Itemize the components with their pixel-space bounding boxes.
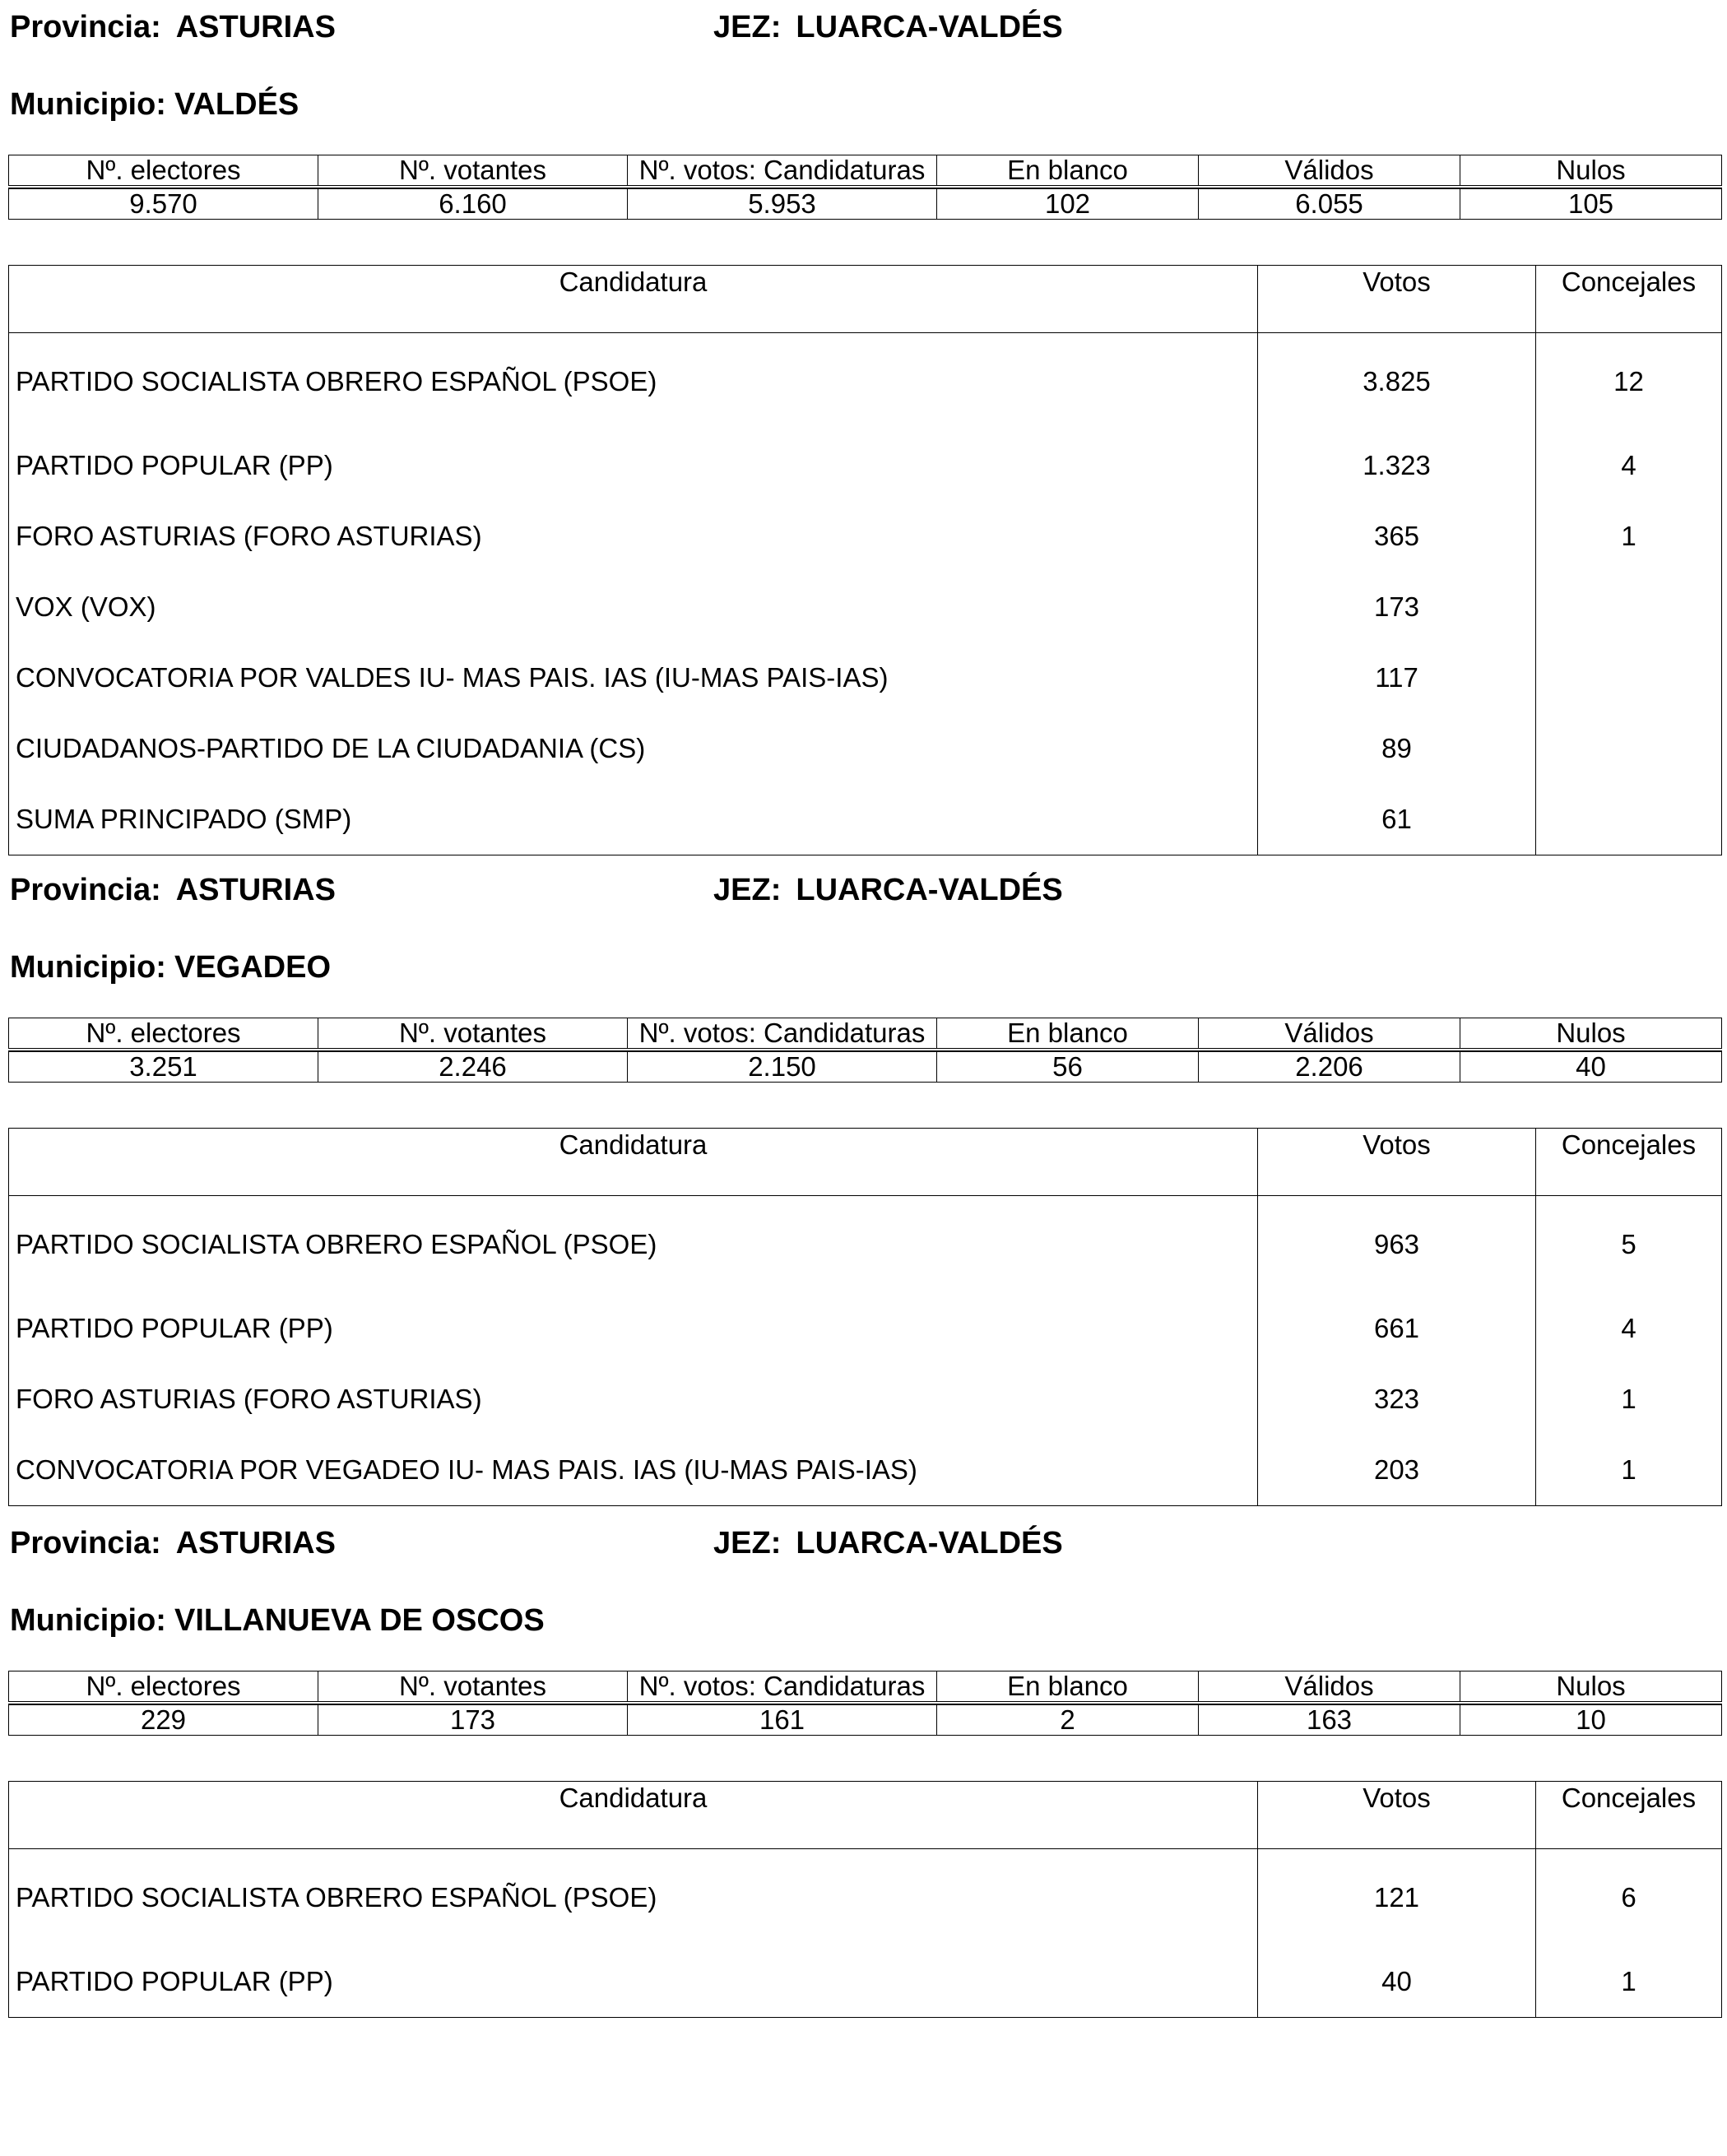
candidate-concejales: 1 (1536, 1364, 1722, 1435)
candidate-concejales: 4 (1536, 1293, 1722, 1364)
candidate-votos: 89 (1258, 713, 1536, 784)
summary-header: Nº. votos: Candidaturas (628, 1671, 937, 1702)
summary-header-row (9, 1671, 1722, 1702)
municipio-line (10, 84, 299, 125)
summary-header: Nº. votos: Candidaturas (628, 1018, 937, 1049)
summary-value: 40 (1460, 1051, 1722, 1083)
candidates-header-row (9, 266, 1722, 333)
concejales-header: Concejales (1536, 1129, 1722, 1196)
candidate-name: PARTIDO POPULAR (PP) (9, 430, 1258, 501)
jez-value: LUARCA-VALDÉS (796, 873, 1063, 907)
summary-value: 2.246 (318, 1051, 628, 1083)
candidate-votos: 963 (1258, 1196, 1536, 1294)
candidate-name: CONVOCATORIA POR VEGADEO IU- MAS PAIS. IAS (IU-MAS PAIS-IAS) (9, 1435, 1258, 1506)
candidatura-header: Candidatura (9, 1129, 1258, 1196)
candidate-row (9, 1435, 1722, 1506)
candidate-row (9, 1293, 1722, 1364)
jez-block (713, 7, 1063, 48)
summary-header: Nº. votantes (318, 155, 628, 186)
concejales-header: Concejales (1536, 266, 1722, 333)
jez-label: JEZ: (713, 10, 782, 44)
municipio-line (10, 1600, 545, 1641)
candidate-name: VOX (VOX) (9, 572, 1258, 642)
summary-value: 163 (1199, 1704, 1460, 1736)
candidate-name: PARTIDO SOCIALISTA OBRERO ESPAÑOL (PSOE) (9, 333, 1258, 431)
jez-block (713, 869, 1063, 911)
votos-header: Votos (1258, 1782, 1536, 1849)
candidate-concejales: 1 (1536, 1946, 1722, 2018)
candidate-concejales: 6 (1536, 1849, 1722, 1947)
summary-value: 9.570 (9, 188, 318, 220)
summary-value: 229 (9, 1704, 318, 1736)
candidate-concejales (1536, 572, 1722, 642)
provincia-label: Provincia: (10, 10, 161, 44)
candidate-concejales: 1 (1536, 1435, 1722, 1506)
jez-value: LUARCA-VALDÉS (796, 10, 1063, 44)
candidate-name: CIUDADANOS-PARTIDO DE LA CIUDADANIA (CS) (9, 713, 1258, 784)
candidates-table (8, 1781, 1722, 2018)
candidate-votos: 61 (1258, 784, 1536, 855)
candidate-votos: 3.825 (1258, 333, 1536, 431)
candidate-row (9, 430, 1722, 501)
jez-value: LUARCA-VALDÉS (796, 1526, 1063, 1560)
summary-table (8, 155, 1722, 220)
candidate-name: CONVOCATORIA POR VALDES IU- MAS PAIS. IAS (IU-MAS PAIS-IAS) (9, 642, 1258, 713)
candidate-name: PARTIDO SOCIALISTA OBRERO ESPAÑOL (PSOE) (9, 1196, 1258, 1294)
candidate-concejales: 1 (1536, 501, 1722, 572)
summary-value: 10 (1460, 1704, 1722, 1736)
summary-table (8, 1671, 1722, 1736)
municipio-line (10, 947, 331, 988)
jez-label: JEZ: (713, 873, 782, 907)
votos-header: Votos (1258, 266, 1536, 333)
municipio-label: Municipio: (10, 1603, 166, 1638)
summary-header: Válidos (1199, 1018, 1460, 1049)
summary-value: 56 (937, 1051, 1199, 1083)
summary-header-row (9, 1018, 1722, 1049)
votos-header: Votos (1258, 1129, 1536, 1196)
candidate-votos: 40 (1258, 1946, 1536, 2018)
provincia-line (10, 7, 1721, 48)
summary-value: 5.953 (628, 188, 937, 220)
candidates-header-row (9, 1129, 1722, 1196)
provincia-value: ASTURIAS (175, 10, 336, 44)
candidate-concejales (1536, 642, 1722, 713)
summary-header: Válidos (1199, 1671, 1460, 1702)
municipio-value: VILLANUEVA DE OSCOS (174, 1603, 545, 1638)
candidate-row (9, 713, 1722, 784)
summary-value: 2.206 (1199, 1051, 1460, 1083)
summary-value: 173 (318, 1704, 628, 1736)
candidate-name: PARTIDO POPULAR (PP) (9, 1293, 1258, 1364)
summary-value: 3.251 (9, 1051, 318, 1083)
candidate-row (9, 333, 1722, 431)
candidate-concejales (1536, 713, 1722, 784)
candidate-row (9, 1364, 1722, 1435)
candidates-table (8, 265, 1722, 855)
summary-value-row (9, 1051, 1722, 1083)
candidate-name: FORO ASTURIAS (FORO ASTURIAS) (9, 501, 1258, 572)
municipio-value: VEGADEO (174, 950, 332, 985)
summary-header: Nulos (1460, 1018, 1722, 1049)
summary-value: 105 (1460, 188, 1722, 220)
candidate-concejales (1536, 784, 1722, 855)
summary-header-row (9, 155, 1722, 186)
candidate-name: SUMA PRINCIPADO (SMP) (9, 784, 1258, 855)
summary-value-row (9, 188, 1722, 220)
provincia-line (10, 869, 1721, 911)
candidate-row (9, 1849, 1722, 1947)
candidatura-header: Candidatura (9, 266, 1258, 333)
candidate-votos: 323 (1258, 1364, 1536, 1435)
summary-header: En blanco (937, 155, 1199, 186)
summary-value: 2 (937, 1704, 1199, 1736)
provincia-label: Provincia: (10, 873, 161, 907)
candidate-votos: 121 (1258, 1849, 1536, 1947)
candidate-row (9, 572, 1722, 642)
summary-header: Nulos (1460, 1671, 1722, 1702)
candidate-row (9, 501, 1722, 572)
candidate-concejales: 4 (1536, 430, 1722, 501)
candidate-votos: 203 (1258, 1435, 1536, 1506)
candidate-row (9, 1946, 1722, 2018)
concejales-header: Concejales (1536, 1782, 1722, 1849)
provincia-value: ASTURIAS (175, 873, 336, 907)
summary-table (8, 1018, 1722, 1083)
candidate-votos: 117 (1258, 642, 1536, 713)
summary-value: 102 (937, 188, 1199, 220)
candidate-votos: 173 (1258, 572, 1536, 642)
summary-header: Nº. votantes (318, 1671, 628, 1702)
summary-value: 6.160 (318, 188, 628, 220)
municipio-label: Municipio: (10, 950, 166, 985)
jez-block (713, 1523, 1063, 1564)
municipio-label: Municipio: (10, 87, 166, 122)
summary-header: En blanco (937, 1671, 1199, 1702)
summary-header: Nº. electores (9, 1018, 318, 1049)
summary-header: Nulos (1460, 155, 1722, 186)
summary-value: 2.150 (628, 1051, 937, 1083)
candidate-row (9, 1196, 1722, 1294)
summary-header: En blanco (937, 1018, 1199, 1049)
summary-header: Nº. electores (9, 1671, 318, 1702)
candidatura-header: Candidatura (9, 1782, 1258, 1849)
jez-label: JEZ: (713, 1526, 782, 1560)
summary-value: 161 (628, 1704, 937, 1736)
candidate-votos: 1.323 (1258, 430, 1536, 501)
provincia-label: Provincia: (10, 1526, 161, 1560)
candidate-concejales: 12 (1536, 333, 1722, 431)
provincia-line (10, 1523, 1721, 1564)
candidates-header-row (9, 1782, 1722, 1849)
summary-header: Nº. electores (9, 155, 318, 186)
candidate-votos: 365 (1258, 501, 1536, 572)
candidate-concejales: 5 (1536, 1196, 1722, 1294)
candidate-name: PARTIDO POPULAR (PP) (9, 1946, 1258, 2018)
summary-header: Válidos (1199, 155, 1460, 186)
candidate-votos: 661 (1258, 1293, 1536, 1364)
candidate-name: FORO ASTURIAS (FORO ASTURIAS) (9, 1364, 1258, 1435)
summary-header: Nº. votantes (318, 1018, 628, 1049)
summary-value-row (9, 1704, 1722, 1736)
municipio-value: VALDÉS (174, 87, 299, 122)
candidate-row (9, 784, 1722, 855)
candidate-name: PARTIDO SOCIALISTA OBRERO ESPAÑOL (PSOE) (9, 1849, 1258, 1947)
provincia-value: ASTURIAS (175, 1526, 336, 1560)
candidate-row (9, 642, 1722, 713)
summary-header: Nº. votos: Candidaturas (628, 155, 937, 186)
candidates-table (8, 1128, 1722, 1506)
summary-value: 6.055 (1199, 188, 1460, 220)
